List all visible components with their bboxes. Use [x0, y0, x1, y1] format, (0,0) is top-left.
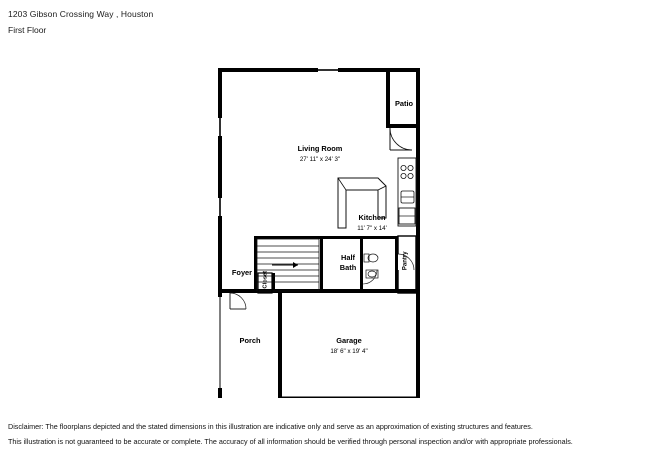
room-label-foyer: Foyer	[231, 268, 253, 277]
foyer-entry-door	[230, 293, 246, 309]
floor-label: First Floor	[8, 25, 47, 35]
plan-header	[8, 8, 408, 37]
kitchen-fixtures	[338, 158, 416, 228]
room-label-porch: Porch	[239, 336, 261, 345]
property-address: 1203 Gibson Crossing Way , Houston	[8, 9, 154, 19]
patio-area	[390, 126, 416, 150]
porch-area	[220, 297, 278, 398]
room-label-living-room: Living Room 27' 11" x 24' 3"	[297, 144, 343, 163]
room-label-half-bath: Half Bath	[339, 253, 357, 272]
disclaimer-line-1: Disclaimer: The floorplans depicted and the stated dimensions in this illustration are indicative only and serve as an approximation of existing structures and features.	[8, 422, 533, 431]
exterior-walls	[218, 68, 420, 398]
disclaimer	[8, 419, 628, 449]
room-label-patio: Patio	[394, 99, 414, 108]
room-label-pantry: Pantry	[402, 251, 409, 271]
room-label-kitchen: Kitchen 11' 7" x 14'	[357, 213, 387, 232]
floorplan-drawing	[210, 58, 445, 398]
room-label-garage: Garage 18' 6" x 19' 4"	[330, 336, 368, 355]
pantry-area	[398, 236, 416, 293]
disclaimer-line-2: This illustration is not guaranteed to be accurate or complete. The accuracy of all information should be verified through personal inspection and/or with appropriate professionals.	[8, 437, 573, 446]
staircase	[257, 239, 319, 291]
half-bath-fixtures	[363, 254, 378, 284]
room-label-closet: Closet	[262, 270, 269, 289]
floorplan-canvas	[210, 58, 445, 398]
